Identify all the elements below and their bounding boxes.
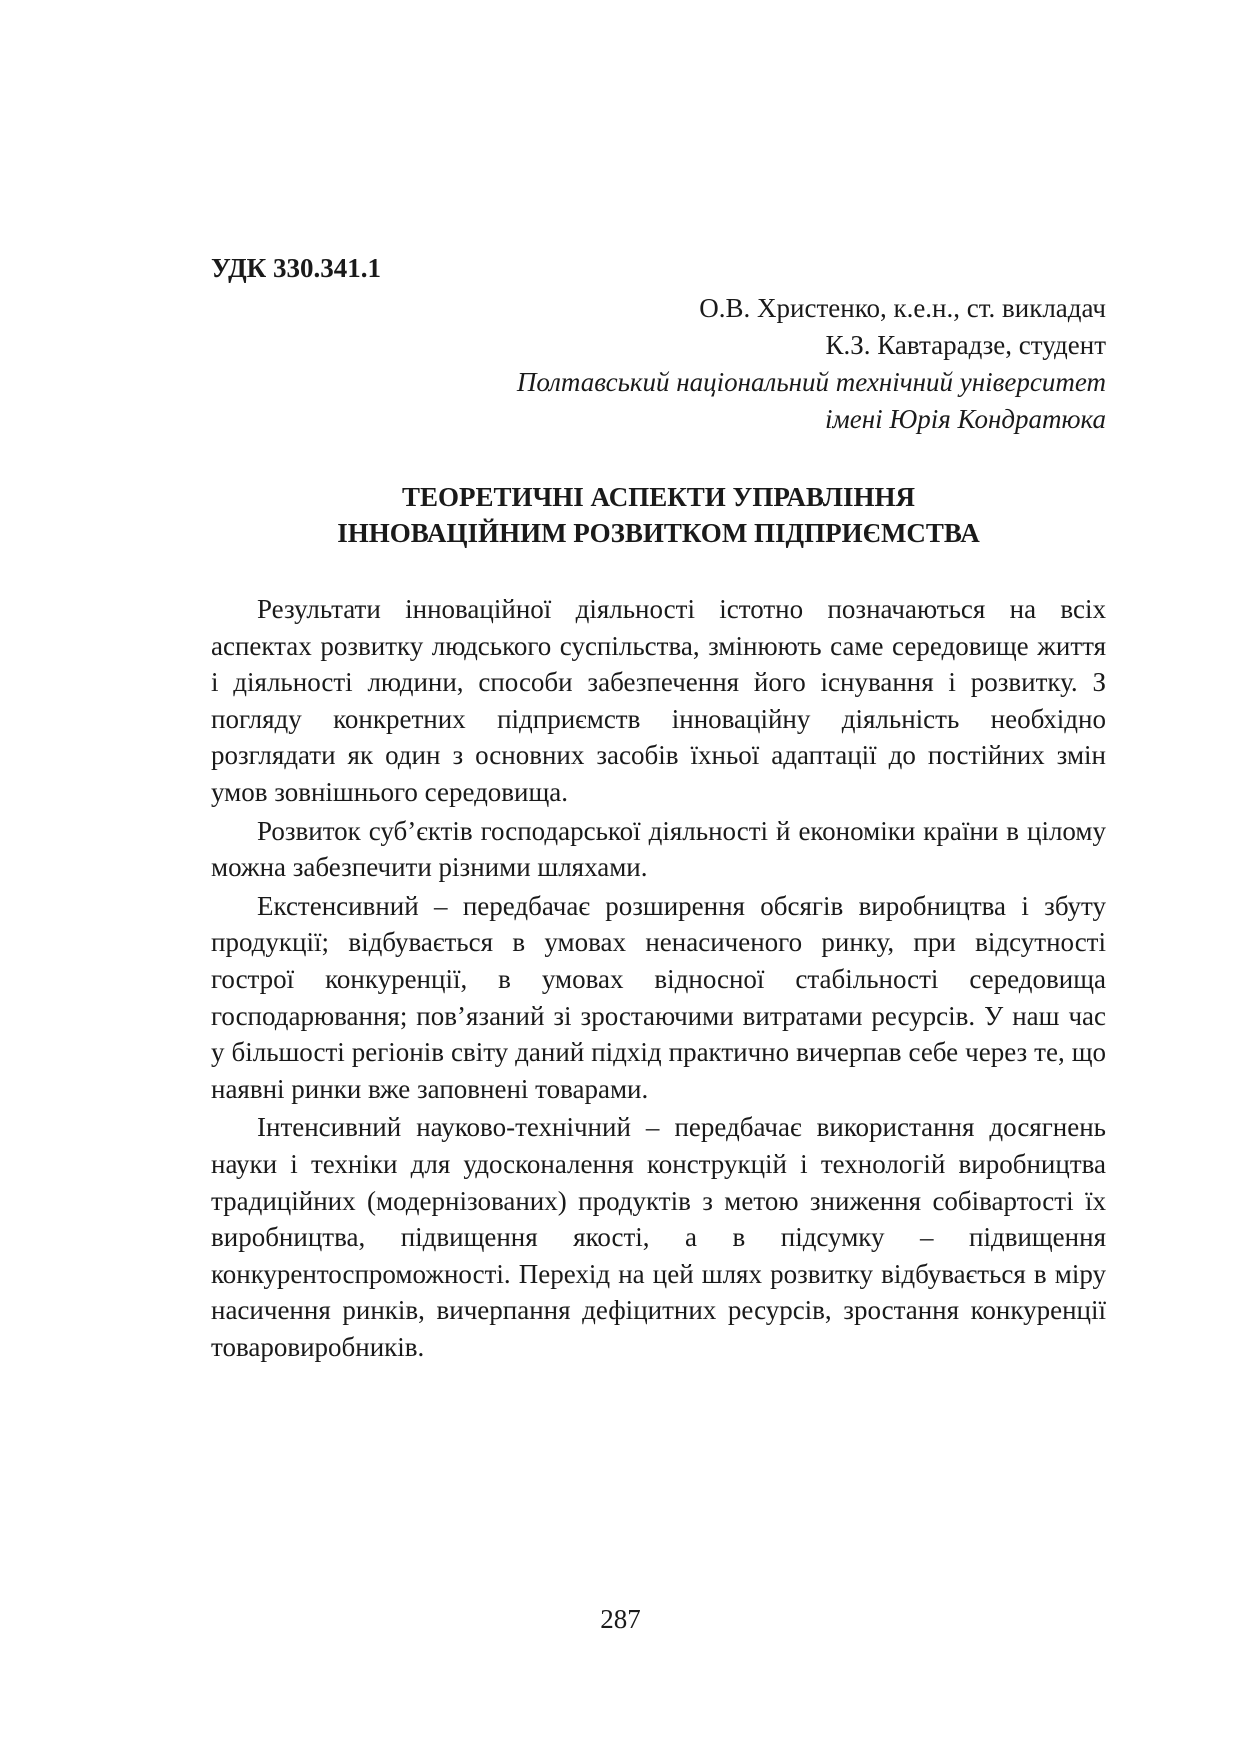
page-number: 287 — [600, 1604, 641, 1634]
author-block — [211, 290, 1106, 438]
paragraph-2: Розвиток суб’єктів господарської діяльності й економіки країни в цілому можна забезпечити різними шляхами. — [211, 815, 1106, 883]
article-title — [211, 479, 1106, 551]
article-page — [211, 250, 1106, 1367]
paragraph-3: Екстенсивний – передбачає розширення обсягів виробництва і збуту продукції; відбувається в умовах ненасиченого ринку, при відсутності гострої конкуренції, в умовах відносної стабільності середовища господарювання; пов’язаний зі зростаючими витратами ресурсів. У наш час у більшості регіонів світу даний підхід практично вичерпав себе через те, що наявні ринки вже заповнені товарами. — [211, 890, 1106, 1104]
udc-code: УДК 330.341.1 — [211, 253, 381, 283]
author-2: К.З. Кавтарадзе, студент — [825, 330, 1106, 360]
paragraph-4: Інтенсивний науково-технічний – передбачає використання досягнень науки і техніки для удосконалення конструкцій і технологій виробництва традиційних (модернізованих) продуктів з метою зниження собівартості їх виробництва, підвищення якості, а в підсумку – підвищення конкурентоспроможності. Перехід на цей шлях розвитку відбувається в міру насичення ринків, вичерпання дефіцитних ресурсів, зростання конкуренції товаровиробників. — [211, 1112, 1106, 1362]
title-line-2: ІННОВАЦІЙНИМ РОЗВИТКОМ ПІДПРИЄМСТВА — [337, 518, 980, 548]
affiliation-line-2: імені Юрія Кондратюка — [825, 404, 1106, 434]
author-1: О.В. Христенко, к.е.н., ст. викладач — [699, 293, 1106, 323]
affiliation-line-1: Полтавський національний технічний університет — [516, 367, 1106, 397]
article-body — [211, 591, 1106, 1365]
title-line-1: ТЕОРЕТИЧНІ АСПЕКТИ УПРАВЛІННЯ — [401, 482, 916, 512]
paragraph-1: Результати інноваційної діяльності істотно позначаються на всіх аспектах розвитку людського суспільства, змінюють саме середовище життя і діяльності людини, способи забезпечення його існування і розвитку. З погляду конкретних підприємств інноваційну діяльність необхідно розглядати як один з основних засобів їхньої адаптації до постійних змін умов зовнішнього середовища. — [211, 594, 1106, 807]
